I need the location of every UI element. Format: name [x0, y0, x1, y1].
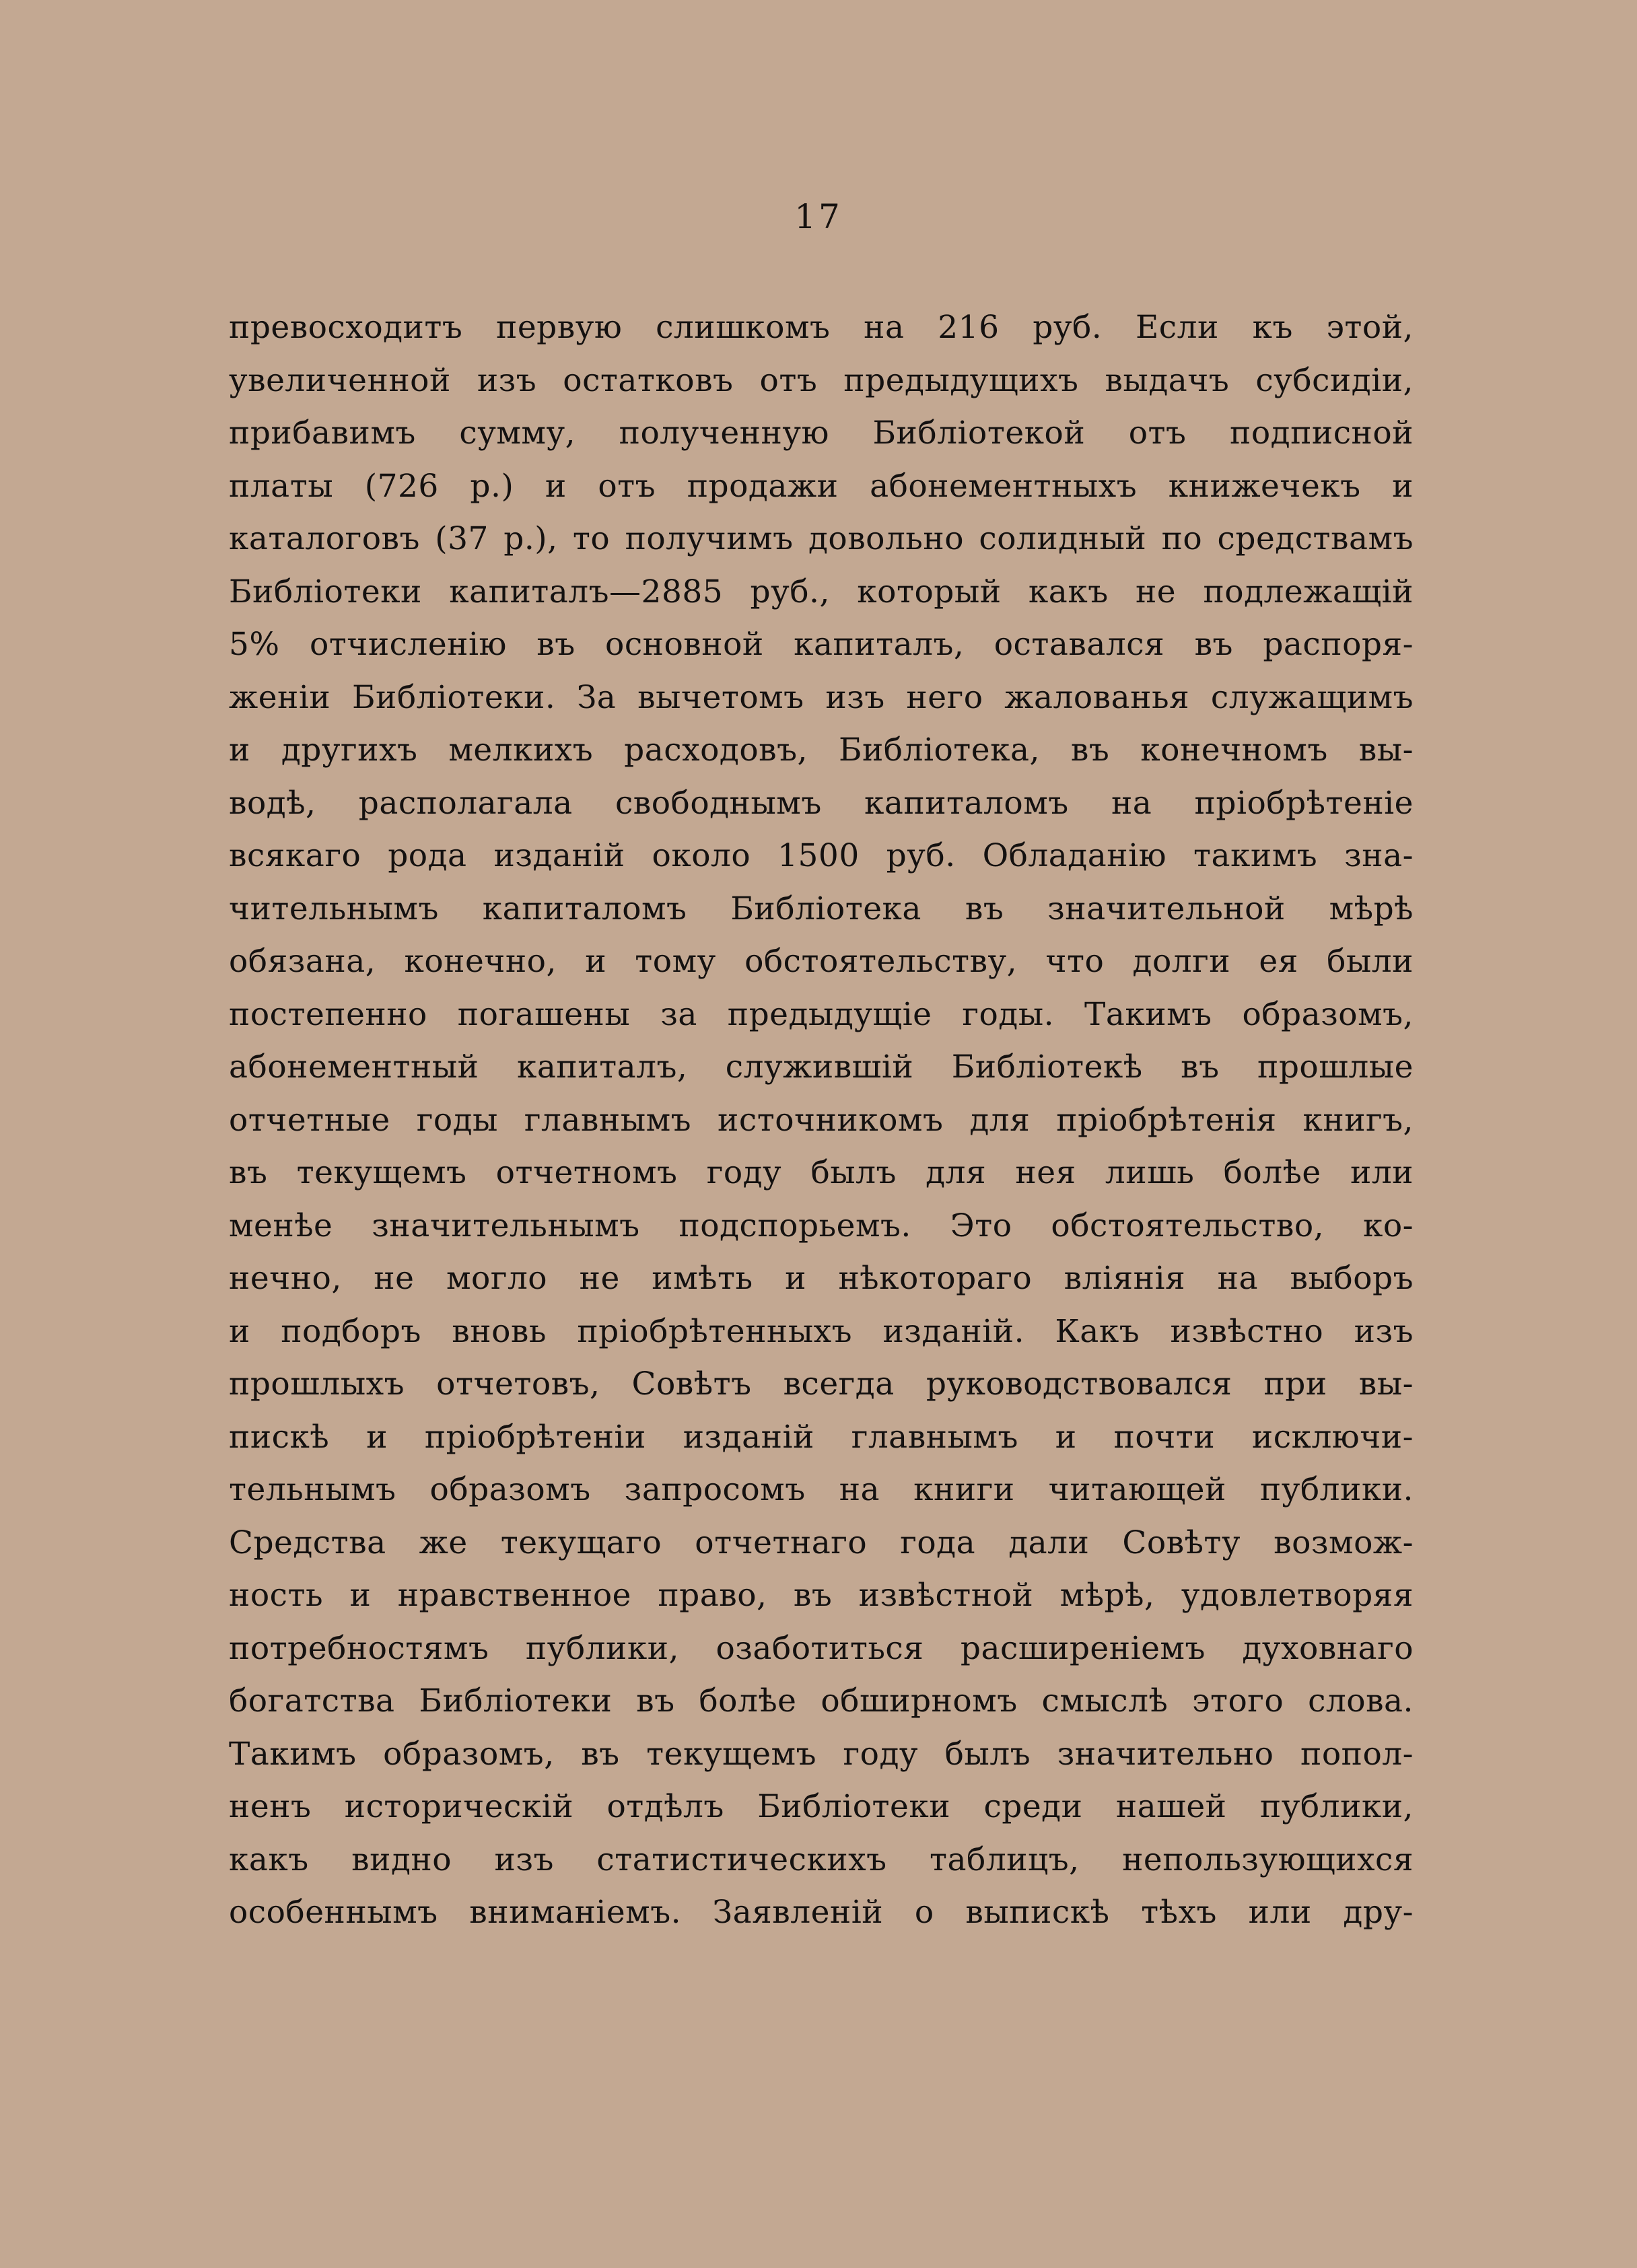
text-line: женiи Библiотеки. За вычетомъ изъ него жалованья служащимъ	[229, 678, 1414, 716]
text-line: нечно, не могло не имѣть и нѣкотораго влiянiя на выборъ	[229, 1260, 1414, 1297]
body-text	[229, 302, 1414, 1940]
text-line: превосходитъ первую слишкомъ на 216 руб. Если къ этой,	[229, 309, 1414, 346]
page-number: 17	[794, 197, 843, 236]
text-line: каталоговъ (37 р.), то получимъ довольно солидный по средствамъ	[229, 520, 1414, 557]
text-line: увеличенной изъ остатковъ отъ предыдущихъ выдачъ субсидiи,	[229, 361, 1414, 399]
text-line: ненъ историческiй отдѣлъ Библiотеки среди нашей публики,	[229, 1788, 1414, 1825]
text-line: отчетные годы главнымъ источникомъ для прiобрѣтенiя книгъ,	[229, 1101, 1414, 1139]
text-line: Такимъ образомъ, въ текущемъ году былъ значительно попол-	[229, 1735, 1414, 1773]
text-line: Библiотеки капиталъ—2885 руб., который какъ не подлежащiй	[229, 573, 1414, 610]
text-line: въ текущемъ отчетномъ году былъ для нея лишь болѣе или	[229, 1154, 1414, 1191]
text-line: пискѣ и прiобрѣтенiи изданiй главнымъ и почти исключи-	[229, 1418, 1414, 1456]
text-line: чительнымъ капиталомъ Библiотека въ значительной мѣрѣ	[229, 890, 1414, 927]
text-line: 5% отчисленiю въ основной капиталъ, оставался въ распоря-	[229, 626, 1414, 663]
text-line: Средства же текущаго отчетнаго года дали Совѣту возмож-	[229, 1524, 1414, 1561]
text-line: постепенно погашены за предыдущiе годы. Такимъ образомъ,	[229, 995, 1414, 1033]
text-line: абонементный капиталъ, служившiй Библiотекѣ въ прошлые	[229, 1049, 1414, 1086]
text-line: и другихъ мелкихъ расходовъ, Библiотека, въ конечномъ вы-	[229, 732, 1414, 769]
text-line: и подборъ вновь прiобрѣтенныхъ изданiй. Какъ извѣстно изъ	[229, 1312, 1414, 1350]
text-line: всякаго рода изданiй около 1500 руб. Обладанiю такимъ зна-	[229, 837, 1414, 874]
text-line: какъ видно изъ статистическихъ таблицъ, непользующихся	[229, 1841, 1414, 1878]
text-line: ность и нравственное право, въ извѣстной мѣрѣ, удовлетворяя	[229, 1577, 1414, 1614]
text-line: тельнымъ образомъ запросомъ на книги читающей публики.	[229, 1471, 1414, 1508]
text-line: водѣ, располагала свободнымъ капиталомъ на прiобрѣтенiе	[229, 784, 1414, 822]
text-line: прошлыхъ отчетовъ, Совѣтъ всегда руководствовался при вы-	[229, 1366, 1414, 1403]
text-line: прибавимъ сумму, полученную Библiотекой отъ подписной	[229, 415, 1414, 452]
text-line: менѣе значительнымъ подспорьемъ. Это обстоятельство, ко-	[229, 1207, 1414, 1244]
text-line: обязана, конечно, и тому обстоятельству, что долги ея были	[229, 943, 1414, 980]
text-line: особеннымъ вниманiемъ. Заявленiй о выпискѣ тѣхъ или дру-	[229, 1894, 1414, 1931]
text-line: платы (726 р.) и отъ продажи абонементныхъ книжечекъ и	[229, 467, 1414, 505]
text-line: потребностямъ публики, озаботиться расширенiемъ духовнаго	[229, 1629, 1414, 1667]
text-line: богатства Библiотеки въ болѣе обширномъ смыслѣ этого слова.	[229, 1682, 1414, 1720]
